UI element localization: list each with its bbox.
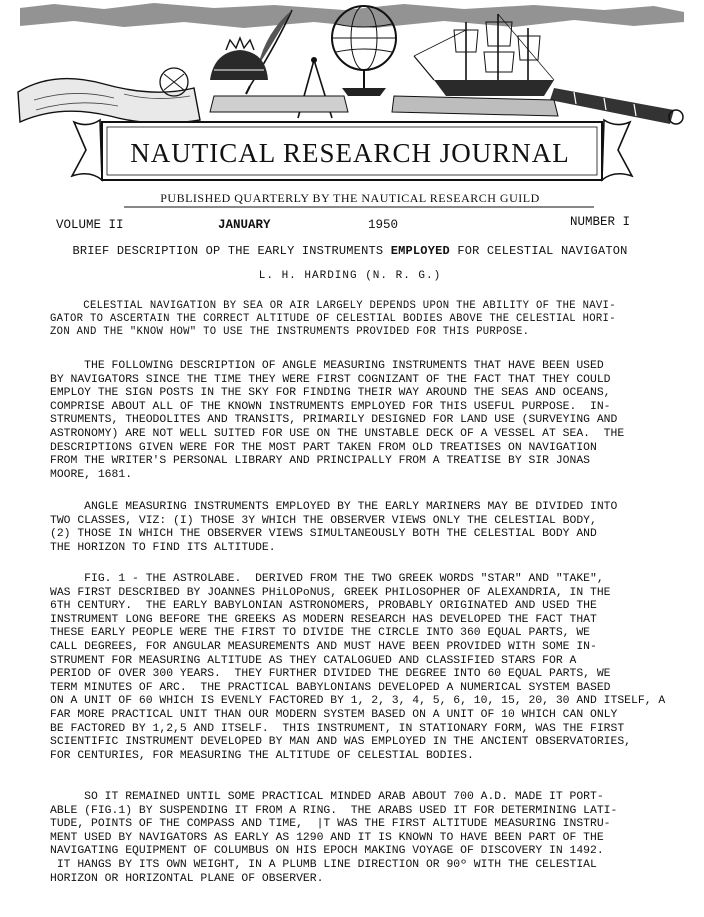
paragraph-astrolabe: FIG. 1 - THE ASTROLABE. DERIVED FROM THE TWO GREEK WORDS "STAR" AND "TAKE", WAS FIRST DESCRIBED BY JOANNES PHiLOPoNUS, GREEK PHILOSOPHER OF ALEXANDRIA, IN THE 6TH CENTURY. THE EARLY BABYLONIAN ASTRONOMERS, PROBABLY ORIGINATED AND USED THE INSTRUMENT LONG BEFORE THE GREEKS AS MODERN RESEARCH HAS DEVELOPED THE FACT THAT THESE EARLY PEOPLE WERE THE FIRST TO DIVIDE THE CIRCLE INTO 360 EQUAL PARTS, WE CALL DEGREES, FOR ANGULAR MEASUREMENTS AND MUST HAVE BEEN PROVIDED WITH SOME IN- STRUMENT FOR MEASURING ALTITUDE AS THEY CATALOGUED AND CLASSIFIED STARS FOR A PERIOD OF OVER 300 YEARS. THEY FURTHER DIVIDED THE DEGREE INTO 60 EQUAL PARTS, WE TERM MINUTES OF ARC. THE PRACTICAL BABYLONIANS DEVELOPED A NUMERICAL SYSTEM BASED ON A UNIT OF 60 WHICH IS EVENLY FACTORED BY 1, 2, 3, 4, 5, 6, 10, 15, 20, 30 AND ITSELF, A FAR MORE PRACTICAL UNIT THAN OUR MODERN SYSTEM BASED ON A UNIT OF 10 WHICH CAN ONLY BE FACTORED BY 1,2,5 AND ITSELF. THIS INSTRUMENT, IN STATIONARY FORM, WAS THE FIRST SCIENTIFIC INSTRUMENT DEVELOPED BY MAN AND WAS EMPLOYED IN THE ANCIENT OBSERVATORIES, FOR CENTURIES, FOR MEASURING THE ALTITUDE OF CELESTIAL BODIES. xyxy=(50,573,666,762)
paragraph-portable: SO IT REMAINED UNTIL SOME PRACTICAL MINDED ARAB ABOUT 700 A.D. MADE IT PORT- ABLE (FIG.1) BY SUSPENDING IT FROM A RING. THE ARABS USED IT FOR DETERMINING LATI- TUDE, POINTS OF THE COMPASS AND TIME, |T WAS THE FIRST ALTITUDE MEASURING INSTRU- MENT USED BY NAVIGATORS AS EARLY AS 1290 AND IT IS KNOWN TO HAVE BEEN PART OF THE NAVIGATING EQUIPMENT OF COLUMBUS ON HIS EPOCH MAKING VOYAGE OF DISCOVERY IN 1492. IT HANGS BY ITS OWN WEIGHT, IN A PLUMB LINE DIRECTION OR 90º WITH THE CELESTIAL HORIZON OR HORIZONTAL PLANE OF OBSERVER. xyxy=(50,791,618,885)
telescope-icon xyxy=(550,88,683,124)
ship-icon xyxy=(414,14,554,96)
helmet-icon xyxy=(210,38,268,80)
paragraph-description: THE FOLLOWING DESCRIPTION OF ANGLE MEASURING INSTRUMENTS THAT HAVE BEEN USED BY NAVIGATORS SINCE THE TIME THEY WERE FIRST COGNIZANT OF THE FACT THAT THEY COULD EMPLOY THE SIGN POSTS IN THE SKY FOR FINDING THEIR WAY AROUND THE SEAS AND OCEANS, COMPRISE ABOUT ALL OF THE KNOWN INSTRUMENTS EMPLOYED FOR THIS USEFUL PURPOSE. IN- STRUMENTS, THEODOLITES AND TRANSITS, PRIMARILY DESIGNED FOR LAND USE (SURVEYING AND ASTRONOMY) ARE NOT WELL SUITED FOR USE ON THE UNSTABLE DECK OF A VESSEL AT SEA. THE DESCRIPTIONS GIVEN WERE FOR THE MOST PART TAKEN FROM OLD TREATISES ON NAVIGATION FROM THE WRITER'S PERSONAL LIBRARY AND PRINCIPALLY FROM A TREATISE BY SIR JONAS MOORE, 1681. xyxy=(50,360,625,481)
masthead-illustration xyxy=(14,0,690,210)
headline-part-1: BRIEF DESCRIPTION OP THE EARLY INSTRUMENTS xyxy=(72,244,391,258)
headline-bold-word: EMPLOYED xyxy=(390,244,450,258)
issue-volume: VOLUME II xyxy=(56,218,124,232)
issue-year: 1950 xyxy=(368,218,399,232)
paragraph-intro: CELESTIAL NAVIGATION BY SEA OR AIR LARGELY DEPENDS UPON THE ABILITY OF THE NAVI- GATOR TO ASCERTAIN THE CORRECT ALTITUDE OF CELESTIAL BODIES ABOVE THE CELESTIAL HORI- ZON AND THE "KNOW HOW" TO USE THE INSTRUMENTS PROVIDED FOR THIS PURPOSE. xyxy=(50,300,616,339)
journal-title: NAUTICAL RESEARCH JOURNAL xyxy=(130,138,570,168)
journal-subtitle: PUBLISHED QUARTERLY BY THE NAUTICAL RESEARCH GUILD xyxy=(160,191,540,205)
masthead xyxy=(14,0,690,210)
paragraph-classes: ANGLE MEASURING INSTRUMENTS EMPLOYED BY THE EARLY MARINERS MAY BE DIVIDED INTO TWO CLASSES, VIZ: (I) THOSE 3Y WHICH THE OBSERVER VIEWS ONLY THE CELESTIAL BODY, (2) THOSE IN WHICH THE OBSERVER VIEWS SIMULTANEOUSLY BOTH THE CELESTIAL BODY AND THE HORIZON TO FIND ITS ALTITUDE. xyxy=(50,501,618,554)
article-author: L. H. HARDING (N. R. G.) xyxy=(258,270,442,282)
headline-part-2: FOR CELESTIAL NAVIGATON xyxy=(449,244,628,258)
article-headline xyxy=(40,244,660,258)
issue-number: NUMBER I xyxy=(570,215,631,229)
scroll-icon xyxy=(18,68,200,123)
issue-month: JANUARY xyxy=(218,218,271,232)
